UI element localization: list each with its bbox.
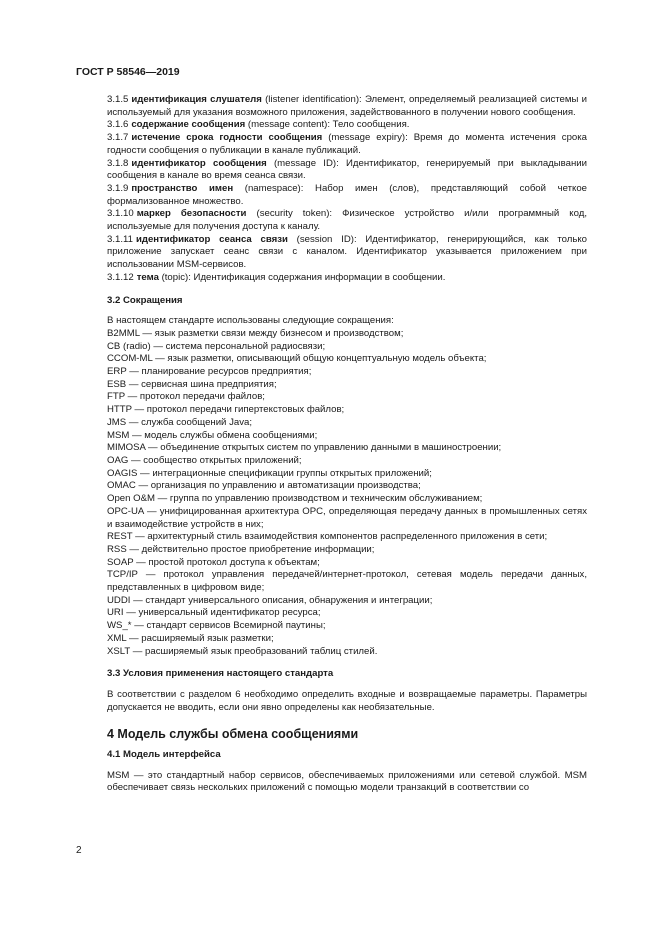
section-4-1-text: MSM — это стандартный набор сервисов, обеспечиваемых приложениями или сетевой службой. MSM обеспечивает связь нескольких приложений с помощью модели транзакций в соответствии со: [107, 769, 587, 794]
definition-term: маркер безопасности: [136, 208, 247, 220]
definition-term: идентификация слушателя: [131, 94, 262, 105]
abbreviation-item: OAGIS — интеграционные спецификации группы открытых приложений;: [107, 467, 432, 479]
abbreviation-item: XSLT — расширяемый язык преобразований таблиц стилей.: [107, 645, 378, 657]
abbreviation-item: URI — универсальный идентификатор ресурса;: [107, 607, 321, 619]
abbreviation-item: Open O&M — группа по управлению производством и техническим обслуживанием;: [107, 493, 483, 505]
definition-item: [107, 119, 587, 132]
abbreviations-list: [107, 315, 587, 658]
abbreviation-item: ESB — сервисная шина предприятия;: [107, 378, 277, 390]
definition-number: 3.1.7: [107, 132, 129, 144]
definition-item: [107, 132, 587, 157]
definition-term: тема: [136, 271, 159, 283]
definitions-list: [107, 94, 587, 285]
definition-number: 3.1.11: [107, 233, 133, 245]
definition-text: (topic): Идентификация содержания информации в сообщении.: [158, 271, 446, 283]
abbreviation-item: RSS — действительно простое приобретение информации;: [107, 543, 375, 555]
definition-text: (namespace): Набор имен (слов), представляющий собой четкое формализованное множество.: [107, 182, 587, 207]
abbreviation-item: JMS — служба сообщений Java;: [107, 416, 253, 428]
definition-text: (listener identification): Элемент, определяемый реализацией системы и используемый для указания возможного приложения, задействованного в получении нового сообщения.: [107, 94, 587, 118]
page-number: 2: [76, 845, 82, 856]
definition-number: 3.1.5: [107, 94, 129, 105]
definition-term: содержание сообщения: [131, 119, 246, 131]
definition-text: (message content): Тело сообщения.: [245, 119, 410, 131]
section-4-1-heading: 4.1 Модель интерфейса: [107, 749, 221, 761]
definition-term: идентификатор сеанса связи: [135, 233, 288, 245]
abbreviation-item: OAG — сообщество открытых приложений;: [107, 454, 302, 466]
definition-item: [107, 94, 587, 119]
definition-number: 3.1.9: [107, 182, 129, 194]
definition-text: (session ID): Идентификатор, генерирующийся, как только приложение запускает сеанс связи с каналом. Идентификатор указывается приложением при использовании MSM-сервисов.: [107, 233, 587, 271]
definition-number: 3.1.8: [107, 157, 129, 169]
definition-number: 3.1.12: [107, 271, 134, 283]
document-header: ГОСТ Р 58546—2019: [76, 66, 180, 78]
definition-number: 3.1.6: [107, 119, 129, 131]
abbreviation-item: HTTP — протокол передачи гипертекстовых файлов;: [107, 404, 345, 416]
abbreviation-item: REST — архитектурный стиль взаимодействия компонентов распределенного приложения в сети;: [107, 531, 548, 543]
abbreviation-item: OPC-UA — унифицированная архитектура OPC, определяющая передачу данных в промышленных сетях и взаимодействие устройств в них;: [107, 505, 587, 530]
section-3-3-heading: 3.3 Условия применения настоящего стандарта: [107, 668, 334, 680]
section-3-2-heading: 3.2 Сокращения: [107, 294, 183, 306]
page-content: [107, 94, 587, 795]
abbreviation-item: SOAP — простой протокол доступа к объектам;: [107, 556, 320, 568]
abbreviation-item: ERP — планирование ресурсов предприятия;: [107, 366, 312, 378]
definition-item: [107, 183, 587, 208]
definition-term: пространство имен: [131, 182, 234, 194]
abbreviation-item: WS_* — стандарт сервисов Всемирной паутины;: [107, 620, 326, 632]
definition-number: 3.1.10: [107, 208, 134, 220]
abbreviation-item: MIMOSA — объединение открытых систем по управлению данными в машиностроении;: [107, 442, 502, 454]
abbreviation-item: XML — расширяемый язык разметки;: [107, 632, 274, 644]
section-4-heading: 4 Модель службы обмена сообщениями: [107, 727, 359, 742]
definition-item: [107, 158, 587, 183]
abbreviation-item: CB (radio) — система персональной радиосвязи;: [107, 340, 326, 352]
abbreviations-intro: В настоящем стандарте использованы следующие сокращения:: [107, 315, 394, 327]
definition-text: (message expiry): Время до момента истечения срока годности сообщения о публикации в канале публикаций.: [107, 132, 587, 156]
definition-text: (security token): Физическое устройство и/или программный код, используемые для получения доступа к каналу.: [107, 208, 587, 233]
section-3-3-text: В соответствии с разделом 6 необходимо определить входные и возвращаемые параметры. Параметры допускается не вводить, если они явно определены как необязательные.: [107, 688, 587, 713]
definition-text: (message ID): Идентификатор, генерируемый при выкладывании сообщения в канале во время сеанса связи.: [107, 157, 587, 182]
abbreviation-item: OMAC — организация по управлению и автоматизации производства;: [107, 480, 421, 492]
abbreviation-item: UDDI — стандарт универсального описания, обнаружения и интеграции;: [107, 594, 433, 606]
abbreviation-item: CCOM-ML — язык разметки, описывающий общую концептуальную модель объекта;: [107, 353, 487, 365]
definition-term: истечение срока годности сообщения: [131, 132, 323, 144]
abbreviation-item: B2MML — язык разметки связи между бизнесом и производством;: [107, 327, 404, 339]
definition-term: идентификатор сообщения: [131, 157, 267, 169]
definition-item: [107, 208, 587, 233]
definition-item: [107, 272, 587, 285]
abbreviation-item: TCP/IP — протокол управления передачей/интернет-протокол, сетевая модель передачи данных, представленных в цифровом виде;: [107, 569, 587, 594]
definition-item: [107, 234, 587, 272]
abbreviation-item: FTP — протокол передачи файлов;: [107, 391, 265, 403]
abbreviation-item: MSM — модель службы обмена сообщениями;: [107, 429, 318, 441]
